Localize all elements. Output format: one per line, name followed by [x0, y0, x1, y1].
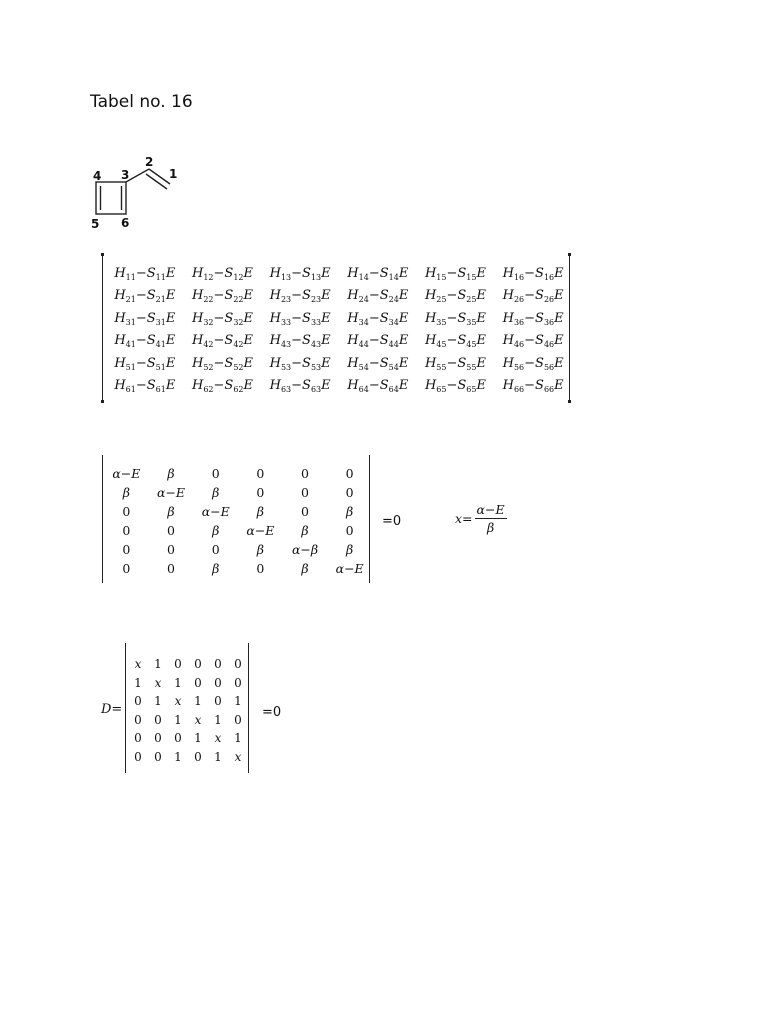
- matrix-cell: 0: [256, 485, 265, 500]
- hamiltonian-matrix: [100, 254, 572, 402]
- secular-equals-zero: =0: [382, 514, 402, 529]
- matrix-cell: 0: [167, 523, 175, 538]
- matrix-cell: β: [256, 504, 265, 519]
- secular-determinant: [100, 455, 372, 583]
- atom-label-6: 6: [121, 216, 130, 230]
- matrix-cell: 1: [214, 749, 222, 764]
- matrix-cell: 1: [234, 694, 242, 709]
- matrix-cell: 0: [134, 712, 142, 727]
- matrix-cell: $H_{12}-S_{12}E$: [191, 265, 253, 282]
- matrix-cell: 0: [214, 675, 222, 690]
- matrix-cell: $H_{51}-S_{51}E$: [114, 355, 176, 372]
- matrix-cell: 0: [167, 542, 175, 557]
- matrix-row: [106, 375, 572, 398]
- fraction-numerator: α−E: [476, 502, 505, 517]
- matrix-cell: α−E: [201, 504, 230, 519]
- matrix-cell: 0: [122, 542, 131, 557]
- matrix-cell: 0: [174, 657, 182, 672]
- matrix-cell: x: [154, 675, 162, 690]
- matrix-row: [106, 352, 572, 375]
- matrix-cell: 0: [345, 466, 354, 481]
- matrix-cell: 0: [194, 657, 202, 672]
- matrix-cell: 1: [154, 694, 162, 709]
- matrix-row: [106, 330, 572, 353]
- d-determinant-grid: [128, 655, 248, 766]
- fraction-denominator: β: [486, 520, 495, 535]
- matrix-cell: $H_{16}-S_{16}E$: [502, 265, 564, 282]
- matrix-left-bracket: [102, 254, 103, 402]
- matrix-cell: $H_{24}-S_{24}E$: [347, 288, 409, 305]
- matrix-cell: 0: [301, 504, 309, 519]
- matrix-cell: $H_{33}-S_{33}E$: [269, 310, 331, 327]
- matrix-cell: 1: [154, 657, 162, 672]
- matrix-cell: 0: [301, 466, 309, 481]
- matrix-cell: $H_{15}-S_{15}E$: [424, 265, 486, 282]
- matrix-cell: $H_{11}-S_{11}E$: [114, 265, 176, 282]
- matrix-cell: $H_{56}-S_{56}E$: [502, 355, 564, 372]
- matrix-cell: 1: [214, 712, 222, 727]
- matrix-row: [104, 464, 372, 483]
- matrix-cell: 0: [134, 749, 142, 764]
- substitution-lhs: x=: [455, 511, 473, 526]
- matrix-cell: $H_{23}-S_{23}E$: [269, 288, 331, 305]
- atom-label-3: 3: [121, 168, 130, 182]
- matrix-cell: 1: [174, 712, 182, 727]
- d-determinant-left-bar: [125, 643, 126, 773]
- atom-label-2: 2: [145, 155, 154, 169]
- matrix-cell: β: [212, 561, 220, 576]
- matrix-cell: 0: [345, 485, 354, 500]
- matrix-cell: $H_{32}-S_{32}E$: [191, 310, 253, 327]
- matrix-cell: β: [346, 504, 354, 519]
- matrix-cell: β: [256, 542, 265, 557]
- matrix-cell: 0: [234, 657, 242, 672]
- matrix-cell: α−E: [112, 466, 141, 481]
- matrix-cell: 1: [174, 675, 182, 690]
- matrix-row: [106, 262, 572, 285]
- atom-label-5: 5: [91, 217, 100, 231]
- matrix-row: [128, 655, 248, 674]
- d-determinant-label: D=: [101, 702, 123, 717]
- matrix-cell: 0: [167, 561, 175, 576]
- matrix-cell: $H_{31}-S_{31}E$: [114, 310, 176, 327]
- matrix-cell: $H_{45}-S_{45}E$: [424, 333, 486, 350]
- matrix-row: [128, 748, 248, 767]
- matrix-row: [104, 559, 372, 578]
- matrix-cell: β: [301, 523, 309, 538]
- substitution-fraction: [475, 502, 507, 535]
- matrix-cell: 0: [256, 561, 265, 576]
- matrix-cell: $H_{35}-S_{35}E$: [424, 310, 486, 327]
- matrix-cell: 0: [122, 523, 131, 538]
- matrix-cell: 0: [211, 466, 220, 481]
- matrix-cell: 0: [211, 542, 220, 557]
- matrix-cell: 0: [122, 504, 131, 519]
- matrix-cell: $H_{65}-S_{65}E$: [424, 378, 486, 395]
- matrix-cell: 0: [122, 561, 131, 576]
- matrix-cell: $H_{61}-S_{61}E$: [114, 378, 176, 395]
- molecule-bonds: [86, 150, 196, 240]
- hamiltonian-grid: [106, 262, 572, 397]
- matrix-cell: $H_{34}-S_{34}E$: [347, 310, 409, 327]
- matrix-cell: β: [346, 542, 354, 557]
- matrix-cell: x: [234, 749, 242, 764]
- substitution-equation: [455, 502, 507, 535]
- matrix-cell: 1: [194, 694, 202, 709]
- matrix-cell: $H_{26}-S_{26}E$: [502, 288, 564, 305]
- matrix-cell: 0: [174, 731, 182, 746]
- d-determinant-right-bar: [248, 643, 249, 773]
- matrix-cell: α−E: [157, 485, 186, 500]
- matrix-cell: 0: [214, 694, 222, 709]
- matrix-cell: x: [134, 657, 142, 672]
- matrix-cell: 0: [256, 466, 265, 481]
- matrix-cell: $H_{25}-S_{25}E$: [424, 288, 486, 305]
- matrix-row: [104, 540, 372, 559]
- matrix-cell: 0: [234, 675, 242, 690]
- matrix-cell: 0: [345, 523, 354, 538]
- matrix-cell: $H_{66}-S_{66}E$: [502, 378, 564, 395]
- matrix-cell: 0: [214, 657, 222, 672]
- matrix-row: [104, 502, 372, 521]
- matrix-cell: x: [194, 712, 202, 727]
- matrix-cell: β: [212, 523, 220, 538]
- molecule-diagram: [86, 150, 196, 240]
- matrix-row: [104, 521, 372, 540]
- matrix-cell: $H_{14}-S_{14}E$: [347, 265, 409, 282]
- matrix-cell: $H_{54}-S_{54}E$: [347, 355, 409, 372]
- matrix-cell: $H_{21}-S_{21}E$: [114, 288, 176, 305]
- matrix-row: [128, 729, 248, 748]
- matrix-row: [128, 711, 248, 730]
- matrix-cell: α−E: [335, 561, 364, 576]
- matrix-cell: 1: [194, 731, 202, 746]
- matrix-cell: $H_{64}-S_{64}E$: [347, 378, 409, 395]
- matrix-cell: $H_{63}-S_{63}E$: [269, 378, 331, 395]
- matrix-cell: β: [167, 504, 175, 519]
- matrix-cell: β: [301, 561, 309, 576]
- matrix-cell: 1: [234, 731, 242, 746]
- matrix-cell: 1: [174, 749, 182, 764]
- matrix-cell: 0: [194, 675, 202, 690]
- matrix-row: [128, 674, 248, 693]
- matrix-cell: α−E: [246, 523, 275, 538]
- matrix-cell: $H_{44}-S_{44}E$: [347, 333, 409, 350]
- page-title: Tabel no. 16: [90, 92, 193, 112]
- matrix-cell: $H_{46}-S_{46}E$: [502, 333, 564, 350]
- matrix-cell: 0: [234, 712, 242, 727]
- atom-label-1: 1: [169, 167, 178, 181]
- matrix-cell: 0: [301, 485, 309, 500]
- matrix-cell: $H_{55}-S_{55}E$: [424, 355, 486, 372]
- secular-determinant-grid: [104, 464, 372, 578]
- matrix-row: [106, 285, 572, 308]
- matrix-cell: $H_{42}-S_{42}E$: [191, 333, 253, 350]
- matrix-cell: 0: [134, 694, 142, 709]
- matrix-cell: x: [214, 731, 222, 746]
- matrix-cell: $H_{43}-S_{43}E$: [269, 333, 331, 350]
- matrix-cell: $H_{36}-S_{36}E$: [502, 310, 564, 327]
- matrix-cell: 0: [194, 749, 202, 764]
- matrix-row: [106, 307, 572, 330]
- matrix-cell: 0: [154, 731, 162, 746]
- matrix-cell: x: [174, 694, 182, 709]
- d-determinant: [124, 643, 250, 773]
- matrix-cell: $H_{53}-S_{53}E$: [269, 355, 331, 372]
- determinant-left-bar: [102, 455, 103, 583]
- matrix-cell: $H_{13}-S_{13}E$: [269, 265, 331, 282]
- matrix-cell: β: [122, 485, 130, 500]
- matrix-cell: 0: [154, 749, 162, 764]
- matrix-cell: β: [167, 466, 175, 481]
- matrix-cell: 0: [154, 712, 162, 727]
- matrix-cell: 1: [134, 675, 142, 690]
- matrix-cell: $H_{62}-S_{62}E$: [191, 378, 253, 395]
- matrix-cell: $H_{52}-S_{52}E$: [191, 355, 253, 372]
- matrix-cell: β: [212, 485, 220, 500]
- matrix-cell: 0: [134, 731, 142, 746]
- matrix-row: [104, 483, 372, 502]
- d-equals-zero: =0: [262, 705, 282, 720]
- matrix-cell: α−β: [291, 542, 319, 557]
- matrix-row: [128, 692, 248, 711]
- matrix-cell: $H_{22}-S_{22}E$: [191, 288, 253, 305]
- atom-label-4: 4: [93, 169, 102, 183]
- matrix-cell: $H_{41}-S_{41}E$: [114, 333, 176, 350]
